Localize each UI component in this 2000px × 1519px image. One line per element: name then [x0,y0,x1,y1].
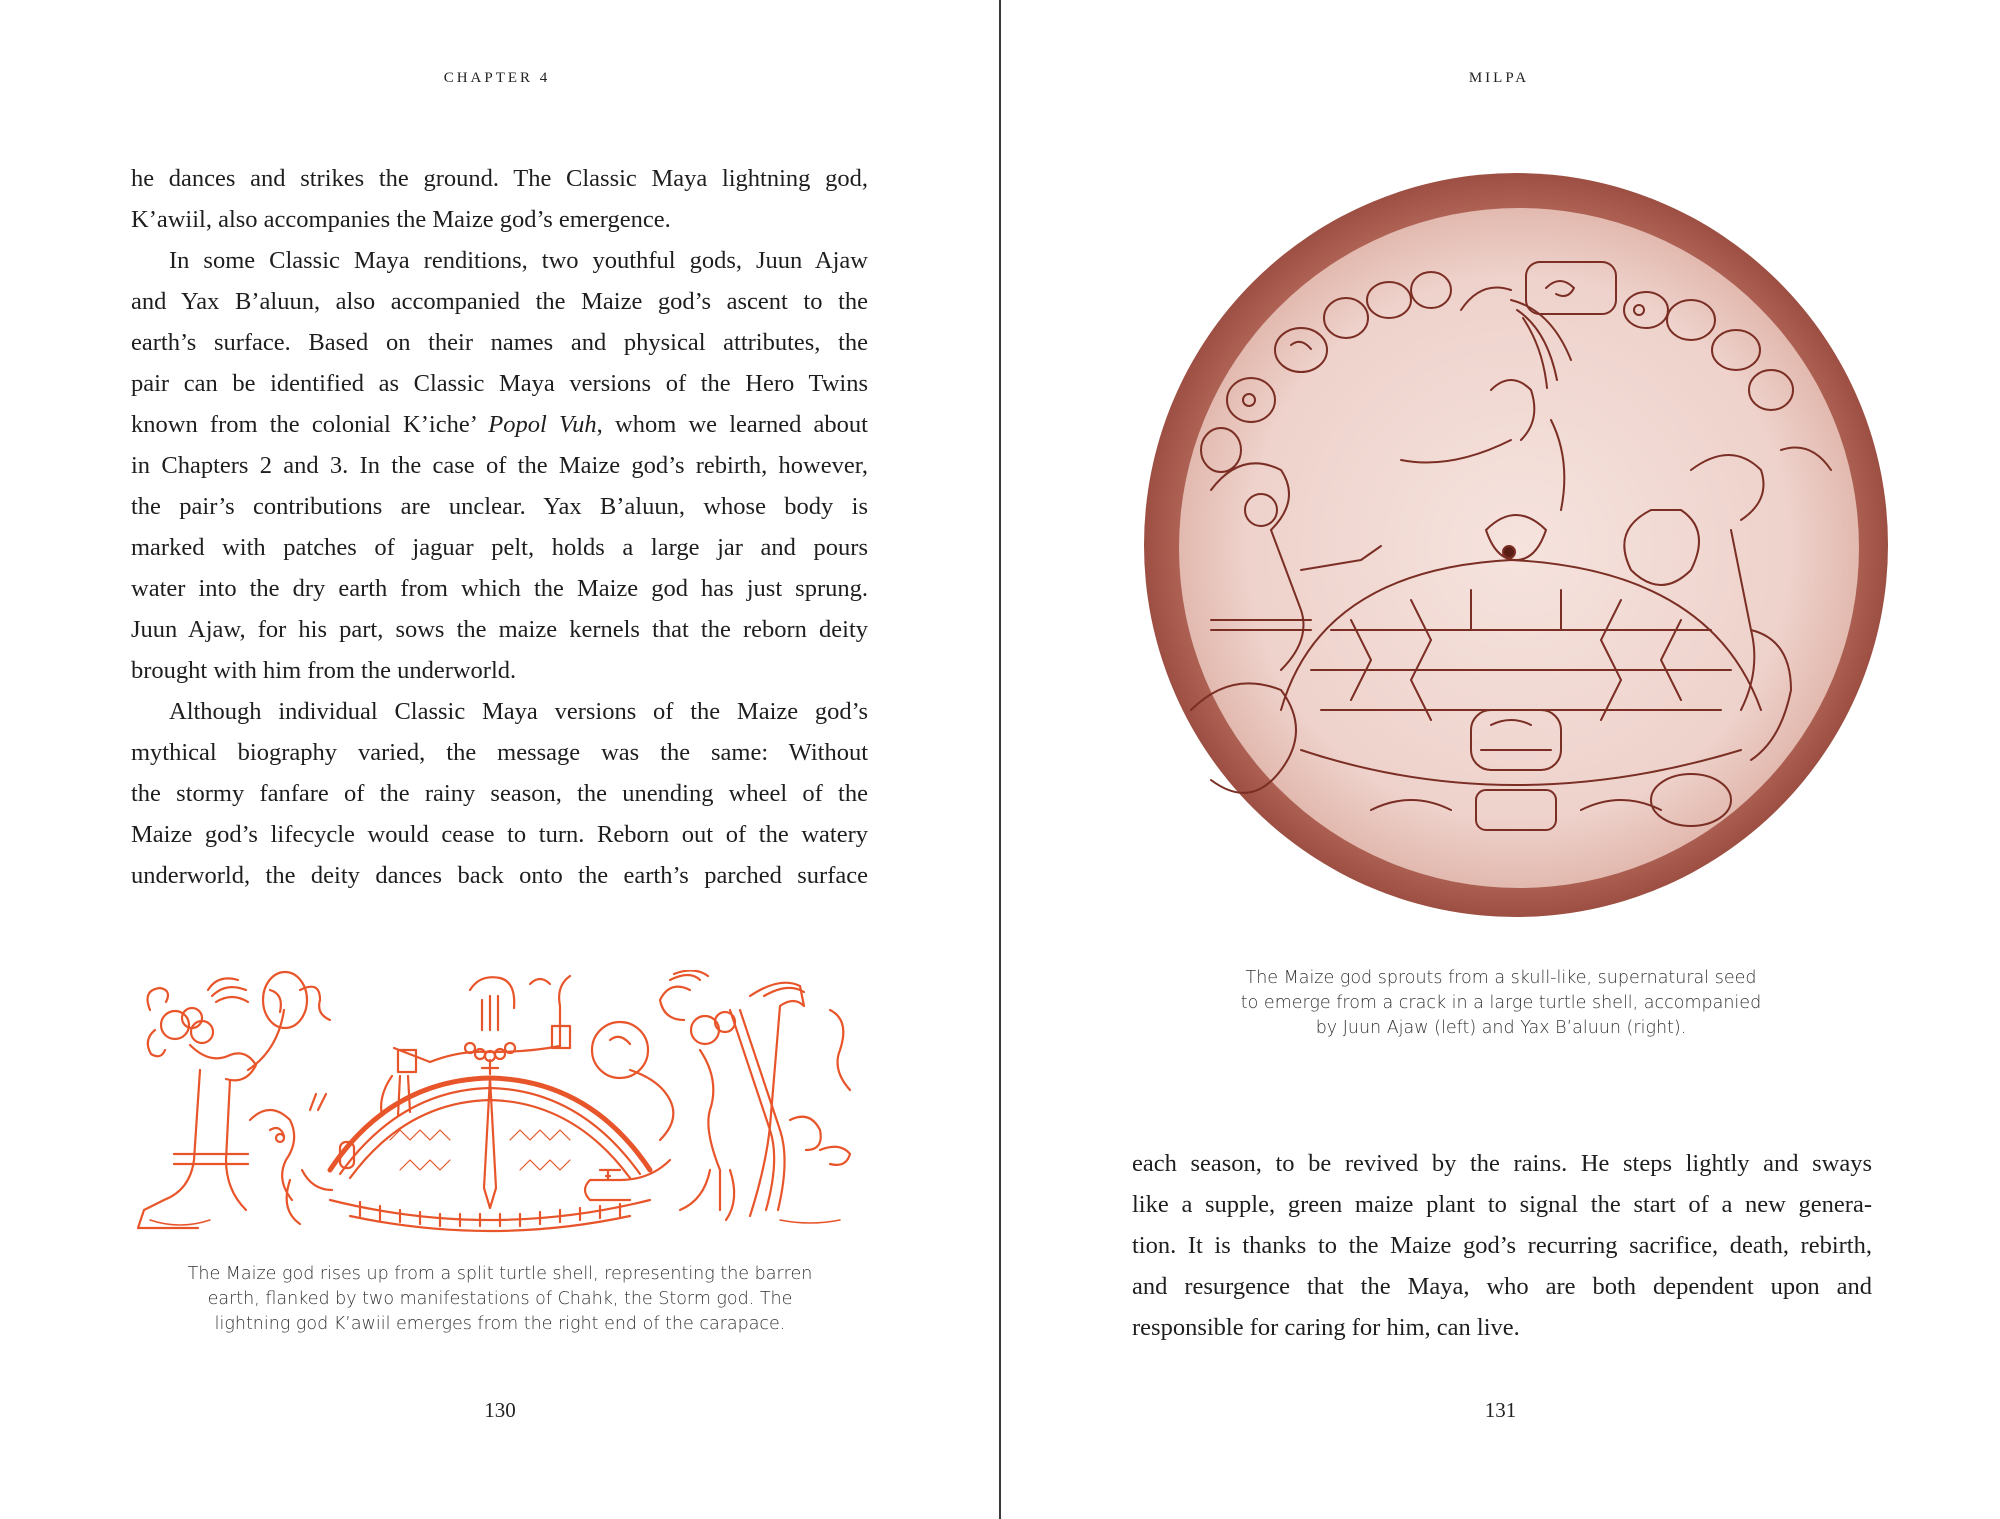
caption-line: by Juun Ajaw (left) and Yax B’aluun (right). [1315,1018,1687,1038]
maya-plate-photograph [1131,150,1901,920]
text-line: water into the dry earth from which the Maize god has just sprung. [131,575,868,602]
book-title: Popol Vuh [488,411,597,438]
text-line: he dances and strikes the ground. The Classic Maya lightning god, [131,165,868,192]
caption-line: The Maize god sprouts from a skull-like, supernatural seed [1245,968,1757,988]
text-line: tion. It is thanks to the Maize god’s recurring sacrifice, death, rebirth, [1132,1232,1872,1259]
plate-interior [1179,208,1859,888]
left-chahk-figure [138,972,330,1228]
text-line: the pair’s contributions are unclear. Yax B’aluun, whose body is [131,493,868,520]
caption-line: lightning god K’awiil emerges from the right end of the carapace. [214,1314,786,1334]
text-line [131,404,868,445]
turtle-shell [330,1078,650,1231]
figure-caption [130,1262,870,1337]
running-head: MILPA [1468,70,1530,86]
text-line: and Yax B’aluun, also accompanied the Maize god’s ascent to the [131,288,868,315]
text-line: brought with him from the underworld. [131,657,517,684]
maize-god-line-drawing [130,970,900,1240]
text-run: , whom we learned about [596,411,868,438]
right-chahk-figure [585,970,850,1220]
text-line: In some Classic Maya renditions, two youthful gods, Juun Ajaw [169,247,868,274]
text-line: in Chapters 2 and 3. In the case of the Maize god’s rebirth, however, [131,452,868,479]
figure-caption [1151,966,1851,1041]
text-line: Maize god’s lifecycle would cease to turn. Reborn out of the watery [131,821,868,848]
body-text [1132,1143,1872,1348]
text-run: known from the colonial K’iche’ [131,411,489,438]
text-line: earth’s surface. Based on their names and physical attributes, the [131,329,868,356]
text-line: each season, to be revived by the rains. He steps lightly and sways [1132,1150,1872,1177]
text-line: Although individual Classic Maya versions of the Maize god’s [169,698,868,725]
caption-line: earth, flanked by two manifestations of Chahk, the Storm god. The [207,1289,793,1309]
maize-god-figure [381,976,570,1116]
text-line: mythical biography varied, the message was the same: Without [131,739,868,766]
text-line: Juun Ajaw, for his part, sows the maize kernels that the reborn deity [131,616,868,643]
page-number: 131 [1484,1398,1517,1422]
caption-line: The Maize god rises up from a split turtle shell, representing the barren [187,1264,813,1284]
text-line: K’awiil, also accompanies the Maize god’s emergence. [131,206,671,233]
running-head: CHAPTER 4 [443,70,551,86]
text-line: like a supple, green maize plant to signal the start of a new genera- [1132,1191,1872,1218]
text-line: and resurgence that the Maya, who are both dependent upon and [1132,1273,1872,1300]
text-line: pair can be identified as Classic Maya versions of the Hero Twins [131,370,868,397]
page-number: 130 [484,1398,516,1422]
text-line: the stormy fanfare of the rainy season, the unending wheel of the [131,780,868,807]
text-line: responsible for caring for him, can live. [1132,1314,1520,1341]
text-line: underworld, the deity dances back onto the earth’s parched surface [131,862,868,889]
body-text [131,158,868,896]
text-line: marked with patches of jaguar pelt, holds a large jar and pours [131,534,868,561]
caption-line: to emerge from a crack in a large turtle shell, accompanied [1240,993,1762,1013]
right-page [1001,0,2000,1519]
